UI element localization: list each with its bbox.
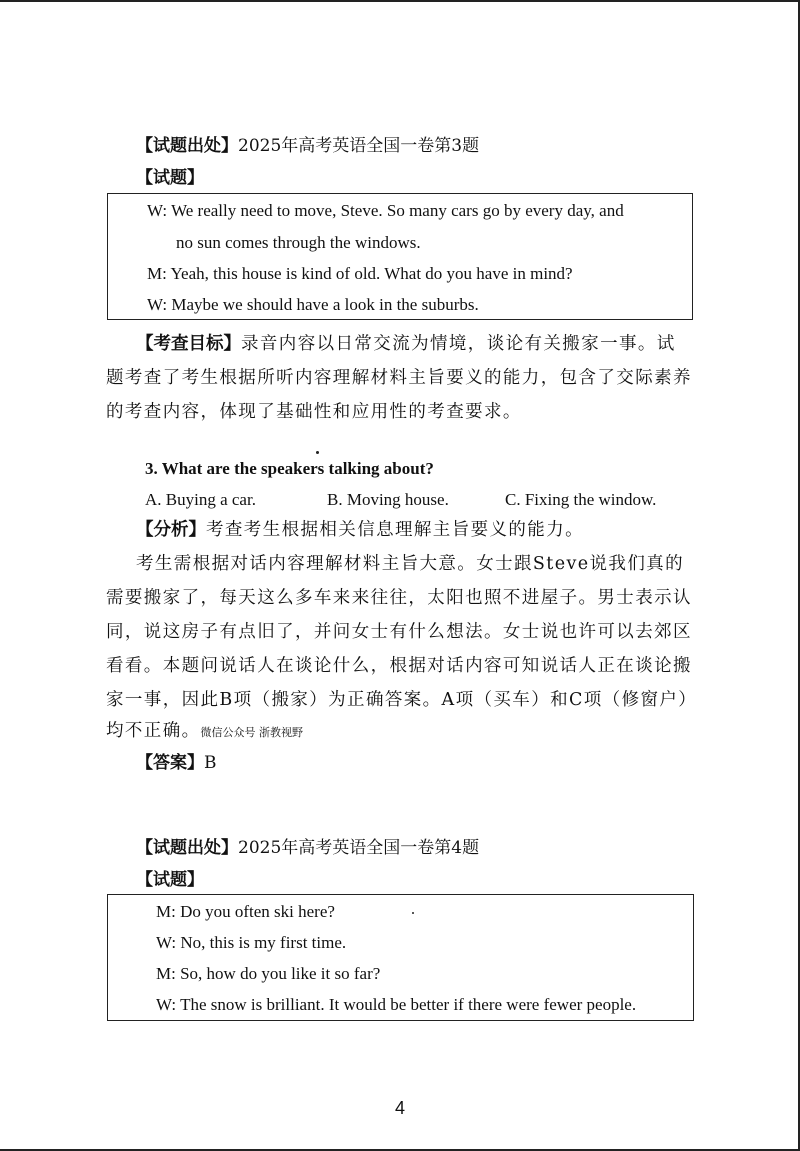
item2-dialog-line-3: M: So, how do you like it so far?	[156, 964, 381, 983]
item2-dialog-line-4: W: The snow is brilliant. It would be better if there were fewer people.	[156, 995, 637, 1014]
item1-analysis-line-2: 需要搬家了，每天这么多车来来往往，太阳也照不进屋子。男士表示认	[106, 588, 692, 608]
scan-speck	[316, 451, 319, 454]
item2-question-label: 【试题】	[136, 870, 204, 890]
item1-answer-label: 【答案】	[136, 753, 204, 773]
item1-objective-line-2: 题考查了考生根据所听内容理解材料主旨要义的能力，包含了交际素养	[106, 368, 692, 388]
item1-answer-value: B	[204, 753, 217, 773]
item1-dialog-line-2: no sun comes through the windows.	[176, 233, 421, 252]
item1-answer	[136, 748, 217, 773]
item1-dialog-line-3: M: Yeah, this house is kind of old. What do you have in mind?	[147, 264, 573, 283]
item1-option-b: B. Moving house.	[327, 490, 449, 509]
item1-source-text: 2025年高考英语全国一卷第3题	[238, 136, 480, 156]
item2-dialog-line-2: W: No, this is my first time.	[156, 933, 347, 952]
watermark-text: 微信公众号 浙教视野	[200, 726, 303, 739]
page-border-top	[0, 0, 800, 2]
item1-analysis-line-5: 家一事，因此B项（搬家）为正确答案。A项（买车）和C项（修窗户）	[106, 690, 698, 710]
item2-source-text: 2025年高考英语全国一卷第4题	[238, 838, 480, 858]
item1-analysis-label: 【分析】	[136, 520, 206, 540]
item1-question-label: 【试题】	[136, 168, 204, 188]
item1-analysis-line-6: 均不正确。微信公众号 浙教视野	[106, 721, 303, 741]
item2-source-label: 【试题出处】	[136, 838, 238, 858]
item1-objective-line-3: 的考查内容，体现了基础性和应用性的考查要求。	[106, 402, 522, 422]
scan-speck	[412, 912, 414, 914]
item1-analysis-line-1: 考生需根据对话内容理解材料主旨大意。女士跟Steve说我们真的	[136, 554, 685, 574]
item1-analysis-line-4: 看看。本题问说话人在谈论什么，根据对话内容可知说话人正在谈论搬	[106, 656, 692, 676]
item1-source-label: 【试题出处】	[136, 136, 238, 156]
item1-option-a: A. Buying a car.	[145, 490, 256, 509]
page-number: 4	[394, 1098, 405, 1118]
item1-dialog-line-1: W: We really need to move, Steve. So many cars go by every day, and	[147, 201, 624, 220]
item1-source	[136, 131, 479, 156]
item1-analysis-head: 【分析】考查考生根据相关信息理解主旨要义的能力。	[136, 520, 584, 540]
item1-dialog-line-4: W: Maybe we should have a look in the suburbs.	[147, 295, 479, 314]
item1-option-c: C. Fixing the window.	[505, 490, 657, 509]
item1-objective-label: 【考查目标】	[136, 334, 241, 354]
item2-dialog-line-1: M: Do you often ski here?	[156, 902, 335, 921]
item1-objective-line-1: 【考查目标】录音内容以日常交流为情境，谈论有关搬家一事。试	[136, 334, 676, 354]
item1-question-text: 3. What are the speakers talking about?	[145, 459, 434, 478]
item1-analysis-line-3: 同，说这房子有点旧了，并问女士有什么想法。女士说也许可以去郊区	[106, 622, 692, 642]
item2-source	[136, 833, 479, 858]
